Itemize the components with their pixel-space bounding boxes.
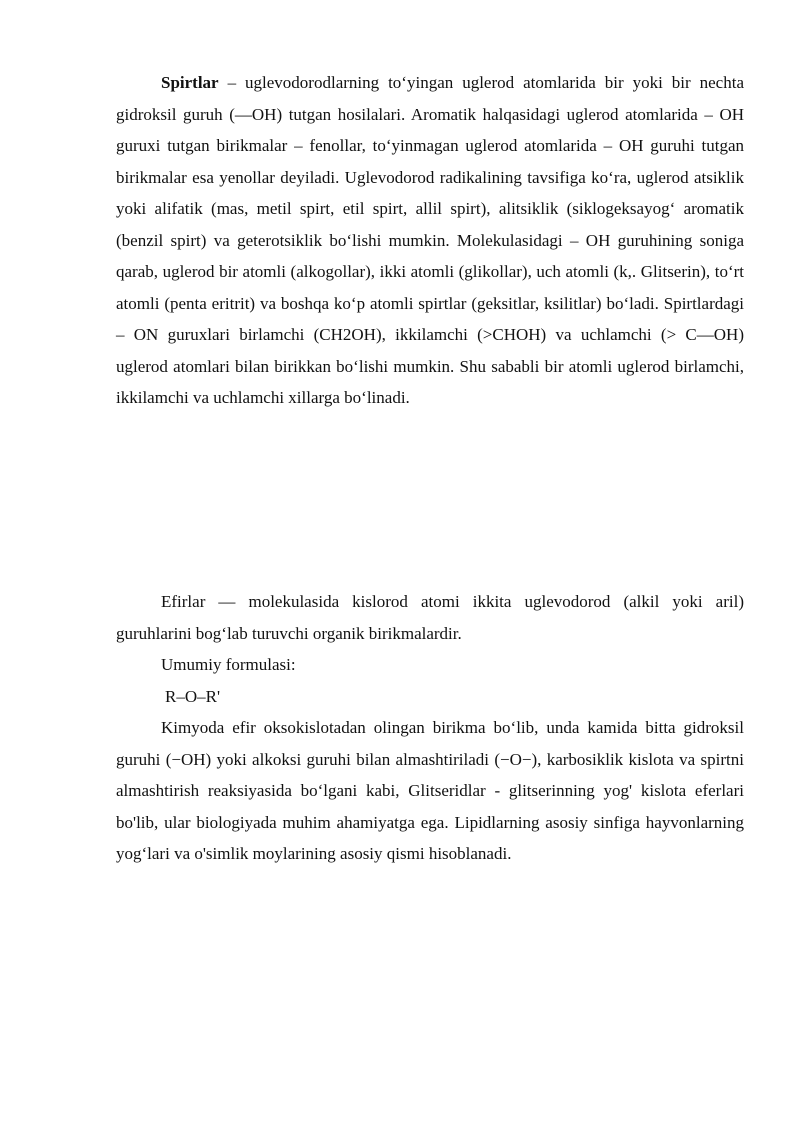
term-spirtlar: Spirtlar	[161, 73, 219, 92]
formula-label: Umumiy formulasi:	[161, 655, 296, 674]
paragraph-spirtlar-text: – uglevodorodlarning to‘yingan uglerod atomlarida bir yoki bir nechta gidroksil guruh (—OH) tutgan hosilalari. Aromatik halqasidagi uglerod atomlarida – OH guruxi tutgan birikmalar – fenollar, to‘yinmagan uglerod atomlarida – OH guruhi tutgan birikmalar esa yenollar deyiladi. Uglevodorod radikalining tavsifiga ko‘ra, uglerod atsiklik yoki alifatik (mas, metil spirt, etil spirt, allil spirt), alitsiklik (siklogeksayog‘ aromatik (benzil spirt) va geterotsiklik bo‘lishi mumkin. Molekulasidagi – OH guruhining soniga qarab, uglerod bir atomli (alkogollar), ikki atomli (glikollar), uch atomli (k,. Glitserin), to‘rt atomli (penta eritrit) va boshqa ko‘p atomli spirtlar (geksitlar, ksilitlar) bo‘ladi. Spirtlardagi – ON guruxlari birlamchi (CH2OH), ikkilamchi (>CHOH) va uchlamchi (> C—OH) uglerod atomlari bilan birikkan bo‘lishi mumkin. Shu sababli bir atomli uglerod birlamchi, ikkilamchi va uchlamchi xillarga bo‘linadi.	[116, 73, 744, 407]
paragraph-efirlar-intro: Efirlar — molekulasida kislorod atomi ikkita uglevodorod (alkil yoki aril) guruhlarini bog‘lab turuvchi organik birikmalardir.	[116, 592, 744, 643]
general-formula: R–O–R'	[165, 687, 221, 706]
paragraph-spirtlar	[116, 67, 744, 414]
paragraph-efirlar-body: Kimyoda efir oksokislotadan olingan birikma bo‘lib, unda kamida bitta gidroksil guruhi (−OH) yoki alkoksi guruhi bilan almashtiriladi (−O−), karbosiklik kislota va spirtni almashtirish reaksiyasida bo‘lgani kabi, Glitseridlar - glitserinning yog' kislota eferlari bo'lib, ular biologiyada muhim ahamiyatga ega. Lipidlarning asosiy sinfiga hayvonlarning yog‘lari va o'simlik moylarining asosiy qismi hisoblanadi.	[116, 718, 744, 863]
